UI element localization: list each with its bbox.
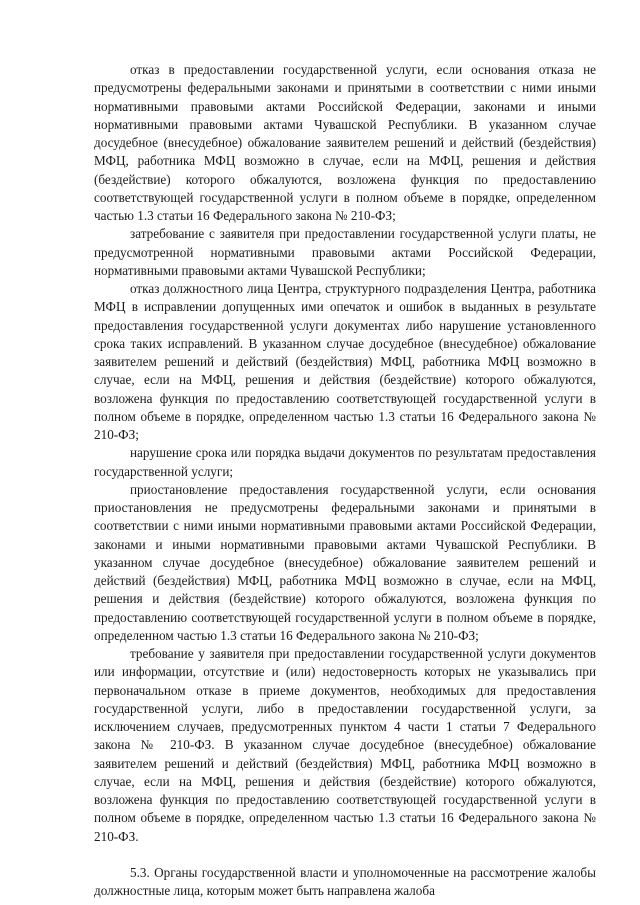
paragraph-refusal-to-correct-errors: отказ должностного лица Центра, структурного подразделения Центра, работника МФЦ в исправлении допущенных ими опечаток и ошибок в выданных в результате предоставления государственной услуги документах либо нарушение установленного срока таких исправлений. В указанном случае досудебное (внесудебное) обжалование заявителем решений и действий (бездействия) МФЦ, работника МФЦ возможно в случае, если на МФЦ, решения и действия (бездействие) которого обжалуются, возложена функция по предоставлению соответствующей государственной услуги в полном объеме в порядке, определенном частью 1.3 статьи 16 Федерального закона № 210-ФЗ; — [94, 281, 596, 442]
section-heading-5-3: 5.3. Органы государственной власти и уполномоченные на рассмотрение жалобы должностные лица, которым может быть направлена жалоба — [94, 864, 596, 898]
paragraph-refusal-of-service: отказ в предоставлении государственной услуги, если основания отказа не предусмотрены федеральными законами и принятыми в соответствии с ними иными нормативными правовыми актами Российской Федерации, законами и иными нормативными правовыми актами Чувашской Республики. В указанном случае досудебное (внесудебное) обжалование заявителем решений и действий (бездействия) МФЦ, работника МФЦ возможно в случае, если на МФЦ, решения и действия (бездействие) которого обжалуются, возложена функция по предоставлению соответствующей государственной услуги в полном объеме в порядке, определенном частью 1.3 статьи 16 Федерального закона № 210-ФЗ; — [94, 62, 596, 223]
paragraph-issuance-violation: нарушение срока или порядка выдачи документов по результатам предоставления государственной услуги; — [94, 445, 596, 479]
paragraph-document-requirement: требование у заявителя при предоставлении государственной услуги документов или информации, отсутствие и (или) недостоверность которых не указывались при первоначальном отказе в приеме документов, необходимых для предоставления государственной услуги, либо в предоставлении государственной услуги, за исключением случаев, предусмотренных пунктом 4 части 1 статьи 7 Федерального закона № 210-ФЗ. В указанном случае досудебное (внесудебное) обжалование заявителем решений и действий (бездействия) МФЦ, работника МФЦ возможно в случае, если на МФЦ, решения и действия (бездействие) которого обжалуются, возложена функция по предоставлению соответствующей государственной услуги в полном объеме в порядке, определенном частью 1.3 статьи 16 Федерального закона № 210-ФЗ. — [94, 646, 596, 844]
paragraph-fee-demand: затребование с заявителя при предоставлении государственной услуги платы, не предусмотренной нормативными правовыми актами Российской Федерации, нормативными правовыми актами Чувашской Республики; — [94, 226, 596, 278]
paragraph-suspension-of-service: приостановление предоставления государственной услуги, если основания приостановления не предусмотрены федеральными законами и принятыми в соответствии с ними иными нормативными правовыми актами Российской Федерации, законами и иными нормативными правовыми актами Чувашской Республики. В указанном случае досудебное (внесудебное) обжалование заявителем решений и действий (бездействия) МФЦ, работника МФЦ возможно в случае, если на МФЦ, решения и действия (бездействие) которого обжалуются, возложена функция по предоставлению соответствующей государственной услуги в полном объеме в порядке, определенном частью 1.3 статьи 16 Федерального закона № 210-ФЗ; — [94, 481, 596, 643]
document-page — [94, 61, 596, 900]
